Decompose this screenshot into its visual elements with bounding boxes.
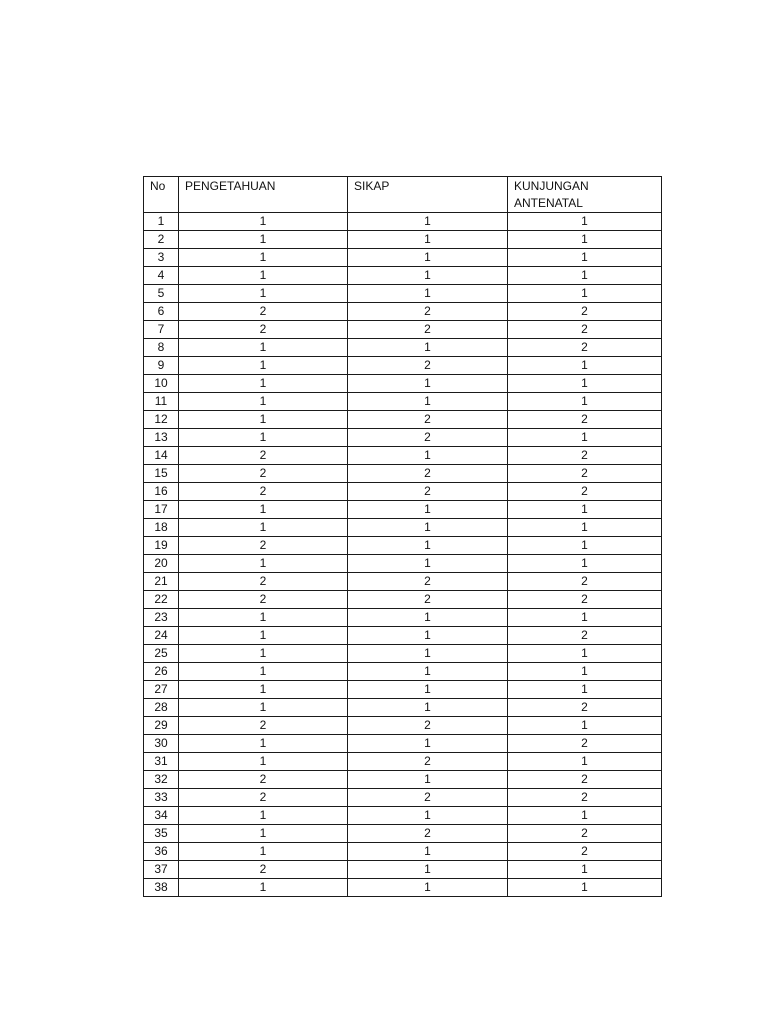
cell-pengetahuan: 1: [179, 285, 348, 303]
cell-sikap: 1: [348, 861, 508, 879]
cell-pengetahuan: 1: [179, 627, 348, 645]
cell-no: 10: [144, 375, 179, 393]
cell-kunjungan-antenatal: 2: [508, 789, 662, 807]
cell-no: 5: [144, 285, 179, 303]
cell-kunjungan-antenatal: 2: [508, 573, 662, 591]
cell-sikap: 1: [348, 249, 508, 267]
cell-kunjungan-antenatal: 2: [508, 699, 662, 717]
cell-pengetahuan: 1: [179, 393, 348, 411]
table-row: [144, 843, 662, 861]
table-row: [144, 267, 662, 285]
cell-no: 25: [144, 645, 179, 663]
cell-pengetahuan: 1: [179, 663, 348, 681]
cell-pengetahuan: 1: [179, 825, 348, 843]
cell-pengetahuan: 1: [179, 735, 348, 753]
cell-no: 37: [144, 861, 179, 879]
table-row: [144, 303, 662, 321]
cell-no: 4: [144, 267, 179, 285]
cell-kunjungan-antenatal: 2: [508, 447, 662, 465]
cell-sikap: 1: [348, 627, 508, 645]
cell-pengetahuan: 2: [179, 303, 348, 321]
table-row: [144, 537, 662, 555]
cell-sikap: 2: [348, 825, 508, 843]
cell-sikap: 1: [348, 537, 508, 555]
cell-kunjungan-antenatal: 1: [508, 249, 662, 267]
cell-no: 9: [144, 357, 179, 375]
cell-kunjungan-antenatal: 1: [508, 393, 662, 411]
cell-pengetahuan: 1: [179, 411, 348, 429]
cell-pengetahuan: 1: [179, 879, 348, 897]
cell-no: 22: [144, 591, 179, 609]
cell-no: 7: [144, 321, 179, 339]
cell-pengetahuan: 2: [179, 321, 348, 339]
cell-kunjungan-antenatal: 1: [508, 285, 662, 303]
cell-pengetahuan: 2: [179, 789, 348, 807]
cell-kunjungan-antenatal: 1: [508, 663, 662, 681]
cell-sikap: 2: [348, 573, 508, 591]
cell-sikap: 1: [348, 555, 508, 573]
cell-sikap: 1: [348, 681, 508, 699]
cell-kunjungan-antenatal: 2: [508, 339, 662, 357]
cell-no: 35: [144, 825, 179, 843]
table-row: [144, 375, 662, 393]
cell-sikap: 2: [348, 429, 508, 447]
table-row: [144, 249, 662, 267]
cell-no: 27: [144, 681, 179, 699]
cell-no: 8: [144, 339, 179, 357]
cell-kunjungan-antenatal: 2: [508, 591, 662, 609]
cell-sikap: 1: [348, 663, 508, 681]
cell-pengetahuan: 1: [179, 699, 348, 717]
cell-sikap: 1: [348, 699, 508, 717]
cell-kunjungan-antenatal: 2: [508, 465, 662, 483]
table-row: [144, 339, 662, 357]
cell-pengetahuan: 1: [179, 267, 348, 285]
table-row: [144, 609, 662, 627]
cell-pengetahuan: 1: [179, 807, 348, 825]
cell-no: 21: [144, 573, 179, 591]
cell-kunjungan-antenatal: 1: [508, 519, 662, 537]
table-row: [144, 591, 662, 609]
cell-pengetahuan: 1: [179, 843, 348, 861]
cell-pengetahuan: 2: [179, 537, 348, 555]
cell-pengetahuan: 1: [179, 519, 348, 537]
cell-sikap: 1: [348, 285, 508, 303]
cell-no: 15: [144, 465, 179, 483]
cell-sikap: 1: [348, 267, 508, 285]
header-pengetahuan: PENGETAHUAN: [179, 177, 348, 213]
cell-sikap: 2: [348, 357, 508, 375]
cell-sikap: 1: [348, 375, 508, 393]
table-row: [144, 717, 662, 735]
table-row: [144, 699, 662, 717]
cell-sikap: 1: [348, 879, 508, 897]
cell-no: 24: [144, 627, 179, 645]
cell-pengetahuan: 1: [179, 681, 348, 699]
cell-kunjungan-antenatal: 2: [508, 825, 662, 843]
table-row: [144, 861, 662, 879]
cell-no: 30: [144, 735, 179, 753]
cell-kunjungan-antenatal: 2: [508, 735, 662, 753]
cell-sikap: 2: [348, 483, 508, 501]
cell-kunjungan-antenatal: 1: [508, 267, 662, 285]
cell-pengetahuan: 2: [179, 591, 348, 609]
table-row: [144, 807, 662, 825]
table-row: [144, 735, 662, 753]
cell-pengetahuan: 2: [179, 447, 348, 465]
table-row: [144, 447, 662, 465]
cell-no: 14: [144, 447, 179, 465]
cell-no: 19: [144, 537, 179, 555]
cell-pengetahuan: 1: [179, 645, 348, 663]
cell-no: 38: [144, 879, 179, 897]
table-row: [144, 519, 662, 537]
table-row: [144, 483, 662, 501]
cell-sikap: 1: [348, 339, 508, 357]
cell-no: 36: [144, 843, 179, 861]
cell-kunjungan-antenatal: 2: [508, 627, 662, 645]
table-body: [144, 213, 662, 897]
cell-sikap: 2: [348, 303, 508, 321]
cell-pengetahuan: 1: [179, 375, 348, 393]
cell-pengetahuan: 1: [179, 213, 348, 231]
cell-no: 29: [144, 717, 179, 735]
cell-kunjungan-antenatal: 1: [508, 681, 662, 699]
table-row: [144, 825, 662, 843]
table-row: [144, 753, 662, 771]
cell-kunjungan-antenatal: 2: [508, 321, 662, 339]
header-row: [144, 177, 662, 213]
table-row: [144, 465, 662, 483]
cell-no: 1: [144, 213, 179, 231]
cell-no: 20: [144, 555, 179, 573]
table-header: [144, 177, 662, 213]
table-row: [144, 573, 662, 591]
table-row: [144, 321, 662, 339]
cell-kunjungan-antenatal: 1: [508, 213, 662, 231]
table-row: [144, 879, 662, 897]
cell-sikap: 1: [348, 213, 508, 231]
cell-pengetahuan: 1: [179, 231, 348, 249]
cell-kunjungan-antenatal: 1: [508, 375, 662, 393]
table-row: [144, 213, 662, 231]
table-row: [144, 627, 662, 645]
cell-sikap: 1: [348, 609, 508, 627]
table-row: [144, 285, 662, 303]
cell-no: 34: [144, 807, 179, 825]
cell-kunjungan-antenatal: 1: [508, 555, 662, 573]
cell-sikap: 1: [348, 771, 508, 789]
cell-sikap: 2: [348, 789, 508, 807]
table-row: [144, 789, 662, 807]
table-row: [144, 645, 662, 663]
cell-kunjungan-antenatal: 1: [508, 429, 662, 447]
table-row: [144, 681, 662, 699]
cell-sikap: 1: [348, 501, 508, 519]
cell-kunjungan-antenatal: 1: [508, 645, 662, 663]
cell-pengetahuan: 2: [179, 717, 348, 735]
cell-pengetahuan: 1: [179, 249, 348, 267]
cell-sikap: 2: [348, 753, 508, 771]
cell-no: 16: [144, 483, 179, 501]
cell-kunjungan-antenatal: 1: [508, 357, 662, 375]
cell-sikap: 1: [348, 393, 508, 411]
cell-pengetahuan: 1: [179, 555, 348, 573]
cell-no: 31: [144, 753, 179, 771]
cell-pengetahuan: 1: [179, 357, 348, 375]
table-row: [144, 501, 662, 519]
table-row: [144, 411, 662, 429]
table-row: [144, 393, 662, 411]
header-no: No: [144, 177, 179, 213]
cell-pengetahuan: 2: [179, 771, 348, 789]
cell-pengetahuan: 1: [179, 753, 348, 771]
cell-kunjungan-antenatal: 2: [508, 483, 662, 501]
cell-no: 23: [144, 609, 179, 627]
cell-sikap: 1: [348, 231, 508, 249]
cell-no: 18: [144, 519, 179, 537]
cell-sikap: 1: [348, 735, 508, 753]
cell-no: 13: [144, 429, 179, 447]
cell-pengetahuan: 1: [179, 501, 348, 519]
cell-sikap: 1: [348, 843, 508, 861]
cell-kunjungan-antenatal: 1: [508, 753, 662, 771]
cell-kunjungan-antenatal: 1: [508, 609, 662, 627]
cell-no: 12: [144, 411, 179, 429]
cell-kunjungan-antenatal: 1: [508, 501, 662, 519]
cell-kunjungan-antenatal: 1: [508, 879, 662, 897]
cell-sikap: 2: [348, 321, 508, 339]
cell-kunjungan-antenatal: 2: [508, 411, 662, 429]
cell-no: 11: [144, 393, 179, 411]
cell-pengetahuan: 2: [179, 465, 348, 483]
cell-no: 17: [144, 501, 179, 519]
cell-sikap: 1: [348, 519, 508, 537]
table-row: [144, 663, 662, 681]
cell-pengetahuan: 2: [179, 861, 348, 879]
cell-no: 28: [144, 699, 179, 717]
cell-kunjungan-antenatal: 1: [508, 231, 662, 249]
cell-kunjungan-antenatal: 1: [508, 537, 662, 555]
cell-pengetahuan: 2: [179, 483, 348, 501]
cell-kunjungan-antenatal: 1: [508, 807, 662, 825]
cell-sikap: 1: [348, 807, 508, 825]
cell-no: 33: [144, 789, 179, 807]
data-table: [143, 176, 662, 897]
cell-kunjungan-antenatal: 2: [508, 843, 662, 861]
cell-sikap: 1: [348, 645, 508, 663]
table-row: [144, 429, 662, 447]
cell-sikap: 2: [348, 717, 508, 735]
cell-no: 32: [144, 771, 179, 789]
cell-pengetahuan: 1: [179, 609, 348, 627]
cell-no: 26: [144, 663, 179, 681]
cell-pengetahuan: 1: [179, 429, 348, 447]
cell-sikap: 2: [348, 411, 508, 429]
cell-pengetahuan: 1: [179, 339, 348, 357]
cell-kunjungan-antenatal: 2: [508, 771, 662, 789]
table-row: [144, 555, 662, 573]
cell-no: 6: [144, 303, 179, 321]
table-row: [144, 357, 662, 375]
header-sikap: SIKAP: [348, 177, 508, 213]
table-row: [144, 771, 662, 789]
table-row: [144, 231, 662, 249]
cell-sikap: 2: [348, 465, 508, 483]
cell-no: 3: [144, 249, 179, 267]
cell-kunjungan-antenatal: 1: [508, 717, 662, 735]
cell-kunjungan-antenatal: 2: [508, 303, 662, 321]
cell-sikap: 1: [348, 447, 508, 465]
cell-sikap: 2: [348, 591, 508, 609]
header-kunjungan-antenatal: KUNJUNGAN ANTENATAL: [508, 177, 662, 213]
cell-pengetahuan: 2: [179, 573, 348, 591]
cell-no: 2: [144, 231, 179, 249]
cell-kunjungan-antenatal: 1: [508, 861, 662, 879]
